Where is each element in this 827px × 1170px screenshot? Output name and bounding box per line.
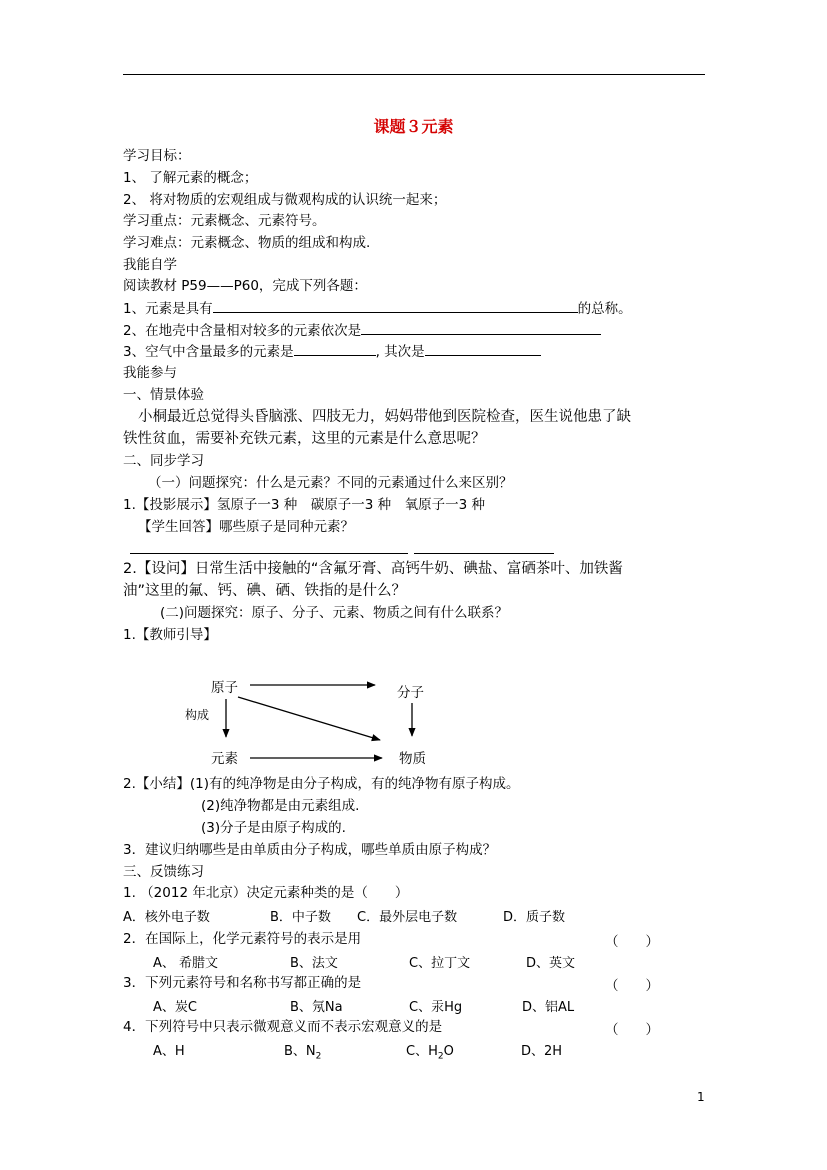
exercise-2: 2．在国际上，化学元素符号的表示是用 — [123, 931, 362, 947]
option-c-symbol: C、H — [406, 1044, 438, 1059]
option-c-tail: O — [443, 1044, 454, 1059]
exercise-4-answer[interactable]: （ ） — [605, 1022, 659, 1038]
summary-3: (3)分子是由原子构成的. — [201, 820, 346, 836]
inquiry-2: (二)问题探究：原子、分子、元素、物质之间有什么联系？ — [160, 605, 509, 621]
section-1-heading: 一、情景体验 — [123, 387, 204, 403]
exercise-1: 1. （2012 年北京）决定元素种类的是（ ） — [123, 885, 409, 901]
question-1-text: 1、元素是具有 — [123, 301, 213, 317]
subscript: 2 — [437, 1051, 444, 1062]
suggestion: 3．建议归纳哪些是由单质由分子构成，哪些单质由原子构成？ — [123, 842, 497, 858]
page-title: 课题３元素 — [373, 117, 454, 136]
option-b-symbol: B、N — [284, 1044, 316, 1059]
exercise-2-option-b: B、法文 — [290, 956, 338, 971]
exercise-3-option-d: D、铝AL — [522, 1000, 575, 1015]
diagram-substance: 物质 — [399, 751, 426, 767]
question-3-text: 3、空气中含量最多的元素是 — [123, 344, 294, 360]
exercise-4-option-d: D、2H — [521, 1044, 563, 1059]
exercise-2-option-d: D、英文 — [526, 956, 576, 971]
diagram-atom: 原子 — [211, 680, 238, 696]
exercise-4-option-a: A、H — [153, 1044, 185, 1059]
goal-2: 2、 将对物质的宏观组成与微观构成的认识统一起来； — [123, 192, 447, 208]
story-line-1: 小桐最近总觉得头昏脑涨、四肢无力，妈妈带他到医院检查，医生说他患了缺 — [138, 409, 631, 425]
exercise-3-option-c: C、汞Hg — [409, 1000, 463, 1015]
difficulties: 学习难点：元素概念、物质的组成和构成. — [123, 235, 371, 251]
exercise-3-answer[interactable]: （ ） — [605, 978, 659, 994]
exercise-1-option-a: A．核外电子数 — [123, 910, 210, 925]
teacher-guide: 1.【教师引导】 — [123, 627, 217, 643]
participate-heading: 我能参与 — [123, 365, 177, 381]
key-points: 学习重点：元素概念、元素符号。 — [123, 213, 326, 229]
summary-2: (2)纯净物都是由元素组成. — [201, 798, 360, 814]
exercise-1-option-b: B．中子数 — [270, 910, 331, 925]
self-study-heading: 我能自学 — [123, 257, 177, 273]
exercise-4: 4．下列符号中只表示微观意义而不表示宏观意义的是 — [123, 1019, 443, 1035]
exercise-2-option-c: C、拉丁文 — [409, 956, 471, 971]
exercise-1-option-c: C．最外层电子数 — [357, 910, 458, 925]
diagram-molecule: 分子 — [397, 685, 424, 701]
set-question-line-1: 2.【设问】日常生活中接触的“含氟牙膏、高钙牛奶、碘盐、富硒茶叶、加铁酱 — [123, 561, 623, 577]
exercise-3-option-b: B、氖Na — [290, 1000, 343, 1015]
subscript: 2 — [315, 1051, 322, 1062]
projection: 1.【投影展示】氢原子一3 种 碳原子一3 种 氧原子一3 种 — [123, 497, 486, 513]
question-2-text: 2、在地壳中含量相对较多的元素依次是 — [123, 323, 362, 339]
exercise-3: 3．下列元素符号和名称书写都正确的是 — [123, 975, 362, 991]
set-question-line-2: 油”这里的氟、钙、碘、硒、铁指的是什么？ — [123, 583, 407, 599]
question-1-tail: 的总称。 — [577, 301, 632, 317]
exercise-2-answer[interactable]: （ ） — [605, 934, 659, 950]
goal-1: 1、 了解元素的概念； — [123, 170, 258, 186]
section-2-heading: 二、同步学习 — [123, 453, 204, 469]
summary-1: 2.【小结】(1)有的纯净物是由分子构成，有的纯净物有原子构成。 — [123, 776, 520, 792]
diagram-compose: 构成 — [185, 708, 210, 722]
arrow-atom-to-substance — [238, 697, 380, 740]
story-line-2: 铁性贫血，需要补充铁元素，这里的元素是什么意思呢？ — [123, 431, 486, 447]
page-number: 1 — [697, 1090, 705, 1104]
diagram-element: 元素 — [211, 751, 238, 767]
exercise-1-option-d: D．质子数 — [503, 910, 566, 925]
section-3-heading: 三、反馈练习 — [123, 864, 204, 880]
exercise-3-option-a: A、炭C — [153, 1000, 197, 1015]
exercise-4-option-c — [406, 1040, 454, 1062]
exercise-2-option-a: A、 希腊文 — [153, 956, 219, 971]
exercise-4-option-b — [284, 1040, 321, 1062]
reading-instruction: 阅读教材 P59——P60，完成下列各题： — [123, 278, 367, 294]
inquiry-1: （一）问题探究：什么是元素？不同的元素通过什么来区别？ — [148, 475, 513, 491]
student-answer: 【学生回答】哪些原子是同种元素？ — [138, 519, 354, 535]
question-3-mid: , 其次是 — [375, 344, 425, 360]
goals-heading: 学习目标： — [123, 148, 191, 164]
